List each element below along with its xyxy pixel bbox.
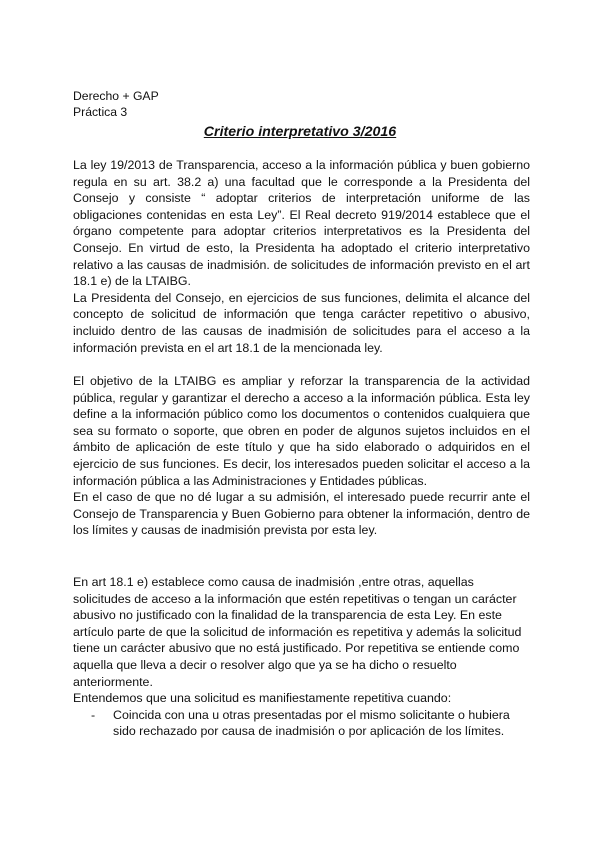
document-title: Criterio interpretativo 3/2016 (203, 124, 397, 140)
document-header (73, 88, 159, 120)
list-item (73, 707, 530, 740)
list-item-text: Coincida con una u otras presentadas por el mismo solicitante o hubiera sido rechazado por causa de inadmisión o por aplicación de los límites. (113, 707, 510, 739)
paragraph: En el caso de que no dé lugar a su admisión, el interesado puede recurrir ante el Consejo de Transparencia y Buen Gobierno para obtener la información, dentro de los límites y causas de inadmisión prevista por esta ley. (73, 490, 530, 538)
course-label: Derecho + GAP (73, 89, 159, 103)
paragraph: En art 18.1 e) establece como causa de inadmisión ,entre otras, aquellas solicitudes de acceso a la información que estén repetitivas o tengan un carácter abusivo no justificado con la finalidad de la transparencia de esta Ley. En este artículo parte de que la solicitud de información es repetitiva y además la solicitud tiene un carácter abusivo que no está justificado. Por repetitiva se entiende como aquella que lleva a decir o resolver algo que ya se ha dicho o resuelto anteriormente. (73, 575, 522, 689)
section-intro (73, 157, 530, 356)
paragraph: La ley 19/2013 de Transparencia, acceso a la información pública y buen gobierno regula en su art. 38.2 a) una facultad que le corresponde a la Presidenta del Consejo y consiste “ adoptar criterios de interpretación uniforme de las obligaciones contenidas en esta Ley”. El Real decreto 919/2014 establece que el órgano competente para adoptar criterios interpretativos es la Presidenta del Consejo. En virtud de esto, la Presidenta ha adoptado el criterio interpretativo relativo a las causas de inadmisión. de solicitudes de información previsto en el art 18.1 e) de la LTAIBG. (73, 158, 530, 289)
paragraph: Entendemos que una solicitud es manifiestamente repetitiva cuando: (73, 691, 452, 705)
list-bullet: - (91, 707, 96, 722)
paragraph: El objetivo de la LTAIBG es ampliar y reforzar la transparencia de la actividad pública, regular y garantizar el derecho a acceso a la información pública. Esta ley define a la información público como los documentos o contenidos cualquiera que sea su formato o soporte, que obren en poder de algunos sujetos incluidos en el ámbito de aplicación de este título y que ha sido elaborado o adquiridos en el ejercicio de sus funciones. Es decir, los interesados pueden solicitar el acceso a la información pública a las Administraciones y Entidades públicas. (73, 374, 530, 488)
criteria-list (73, 707, 530, 740)
paragraph: La Presidenta del Consejo, en ejercicios de sus funciones, delimita el alcance del concepto de solicitud de información que tenga carácter repetitivo o abusivo, incluido dentro de las causas de inadmisión de solicitudes para el acceso a la información prevista en el art 18.1 de la mencionada ley. (73, 290, 530, 355)
section-criteria (73, 690, 530, 740)
section-objective (73, 373, 530, 539)
section-article (73, 574, 530, 690)
practice-label: Práctica 3 (73, 105, 128, 119)
